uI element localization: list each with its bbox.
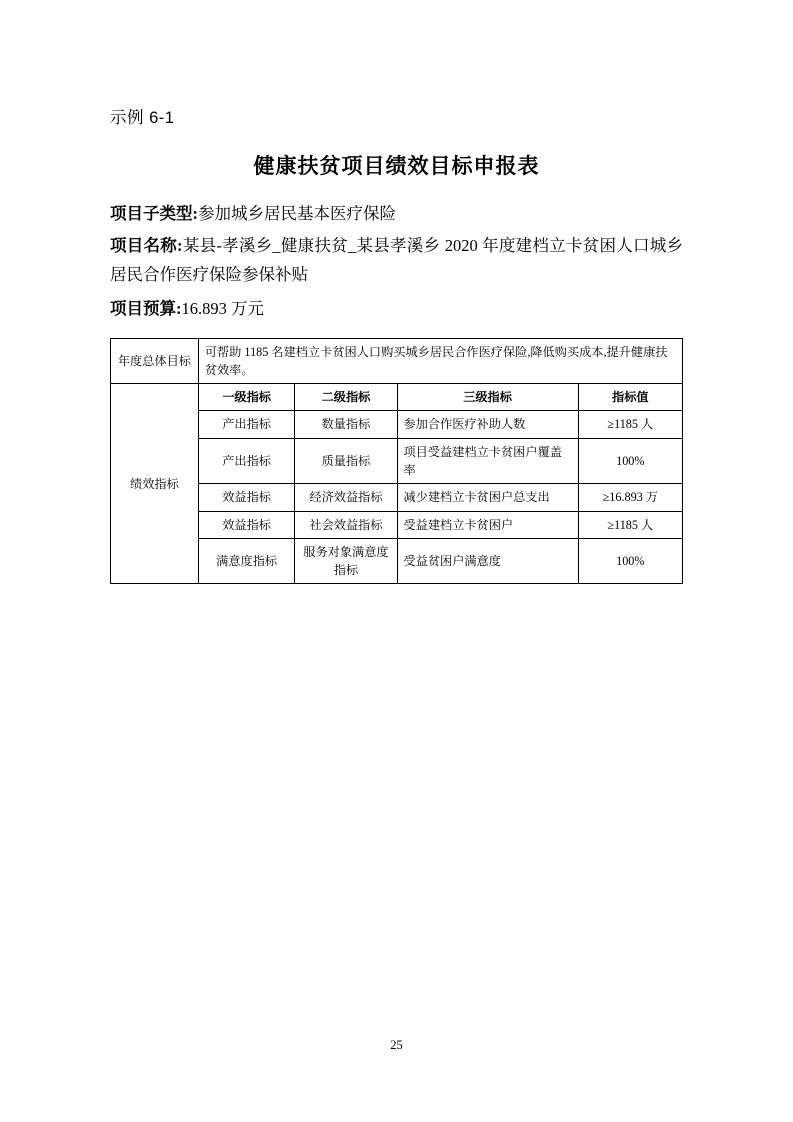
cell-level2: 质量指标: [295, 438, 397, 484]
cell-level2: 数量指标: [295, 411, 397, 438]
field-project-subtype-value: 参加城乡居民基本医疗保险: [198, 204, 396, 223]
cell-level2: 经济效益指标: [295, 484, 397, 511]
column-header-level2: 二级指标: [295, 384, 397, 411]
cell-level3: 受益贫困户满意度: [397, 538, 578, 584]
field-project-name-value: 某县-孝溪乡_健康扶贫_某县孝溪乡 2020 年度建档立卡贫困人口城乡居民合作医疗保险参保补贴: [110, 236, 683, 284]
cell-level3: 减少建档立卡贫困户总支出: [397, 484, 578, 511]
cell-level1: 产出指标: [198, 411, 295, 438]
table-header-row: [111, 384, 683, 411]
cell-level2: 服务对象满意度指标: [295, 538, 397, 584]
cell-value: ≥1185 人: [578, 511, 682, 538]
cell-level1: 效益指标: [198, 484, 295, 511]
field-project-subtype-label: 项目子类型:: [110, 204, 198, 223]
example-label: 示例 6-1: [110, 109, 175, 127]
field-project-budget-label: 项目预算:: [110, 299, 182, 319]
cell-value: 100%: [578, 438, 682, 484]
field-project-subtype: [110, 200, 683, 228]
column-header-value: 指标值: [578, 384, 682, 411]
column-header-level3: 三级指标: [397, 384, 578, 411]
field-project-name: [110, 232, 683, 289]
cell-value: ≥16.893 万: [578, 484, 682, 511]
overall-goal-label: 年度总体目标: [111, 338, 199, 384]
cell-level1: 效益指标: [198, 511, 295, 538]
column-header-level1: 一级指标: [198, 384, 295, 411]
performance-target-table: [110, 338, 683, 585]
field-project-name-label: 项目名称:: [110, 236, 183, 256]
cell-level1: 产出指标: [198, 438, 295, 484]
field-project-budget-value: 16.893 万元: [181, 299, 264, 319]
table-row-overall-goal: [111, 338, 683, 384]
cell-level2: 社会效益指标: [295, 511, 397, 538]
cell-level3: 项目受益建档立卡贫困户覆盖率: [397, 438, 578, 484]
cell-level3: 受益建档立卡贫困户: [397, 511, 578, 538]
page-title: 健康扶贫项目绩效目标申报表: [253, 154, 540, 178]
cell-level1: 满意度指标: [198, 538, 295, 584]
overall-goal-text: 可帮助 1185 名建档立卡贫困人口购买城乡居民合作医疗保险,降低购买成本,提升健康扶贫效率。: [198, 338, 682, 384]
cell-level3: 参加合作医疗补助人数: [397, 411, 578, 438]
performance-indicator-label: 绩效指标: [111, 384, 199, 584]
field-project-budget: [110, 295, 683, 323]
document-content: [110, 104, 683, 584]
page-number: 25: [390, 1038, 403, 1052]
cell-value: ≥1185 人: [578, 411, 682, 438]
cell-value: 100%: [578, 538, 682, 584]
